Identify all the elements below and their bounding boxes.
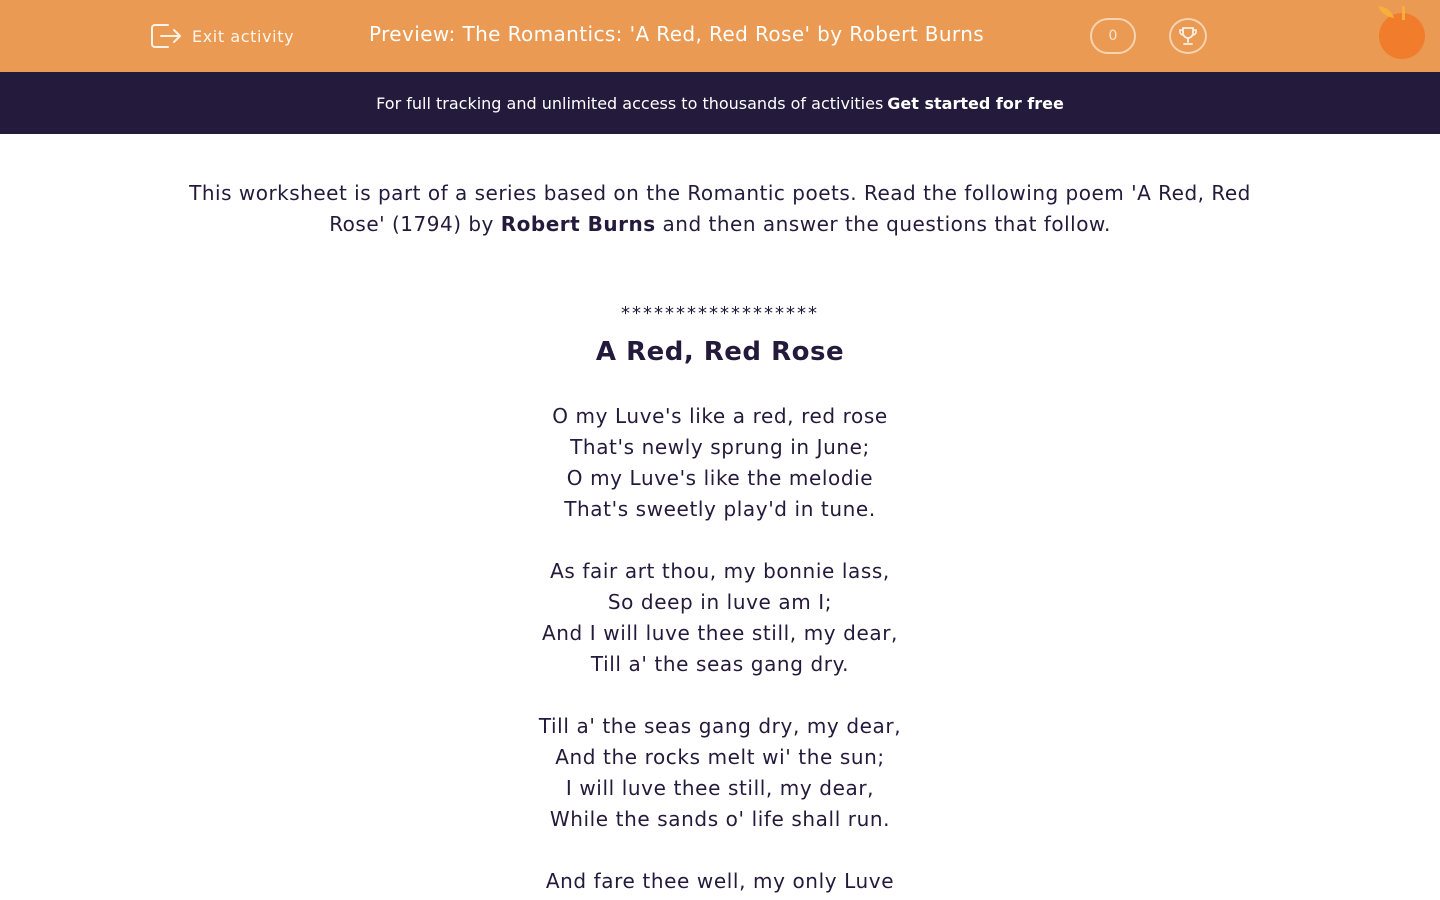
intro-text (170, 178, 1270, 240)
poem-line: So deep in luve am I; (607, 590, 833, 614)
poem-title: A Red, Red Rose (595, 337, 845, 367)
poem-line: That's newly sprung in June; (570, 435, 870, 459)
poem-line: As fair art thou, my bonnie lass, (550, 559, 890, 583)
stanza-2 (420, 556, 1020, 680)
exit-activity-label: Exit activity (192, 26, 295, 46)
poem-line: O my Luve's like a red, red rose (552, 404, 888, 428)
top-bar (0, 0, 1440, 72)
poem-line: Till a' the seas gang dry. (590, 652, 850, 676)
poem-line: I will luve thee still, my dear, (565, 776, 875, 800)
intro-before: This worksheet is part of a series based on the Romantic poets. Read the following poem 'A Red, Red Rose' (1794) by (189, 181, 1251, 236)
poem-line: And fare thee well, my only Luve (545, 869, 895, 893)
intro-author: Robert Burns (500, 212, 656, 236)
score-badge: 0 (1090, 18, 1136, 54)
poem-line: And the rocks melt wi' the sun; (555, 745, 885, 769)
stanza-1 (420, 401, 1020, 525)
poem (420, 300, 1020, 897)
poem-line: Till a' the seas gang dry, my dear, (538, 714, 902, 738)
orange-logo-icon (1372, 4, 1432, 62)
signup-banner (0, 72, 1440, 134)
exit-icon (150, 22, 182, 50)
poem-line: While the sands o' life shall run. (549, 807, 891, 831)
trophy-button[interactable] (1169, 18, 1207, 54)
trophy-icon (1177, 25, 1199, 47)
poem-line: That's sweetly play'd in tune. (564, 497, 876, 521)
exit-activity-button[interactable] (150, 20, 294, 52)
banner-text: For full tracking and unlimited access to thousands of activities (376, 93, 884, 113)
page-title: Preview: The Romantics: 'A Red, Red Rose' by Robert Burns (369, 22, 985, 46)
stanza-3 (420, 711, 1020, 835)
poem-line: O my Luve's like the melodie (566, 466, 874, 490)
get-started-link[interactable]: Get started for free (887, 93, 1064, 113)
stanza-4 (420, 866, 1020, 897)
poem-line: And I will luve thee still, my dear, (541, 621, 899, 645)
intro-after: and then answer the questions that follow. (662, 212, 1111, 236)
poem-divider: ****************** (621, 303, 819, 324)
